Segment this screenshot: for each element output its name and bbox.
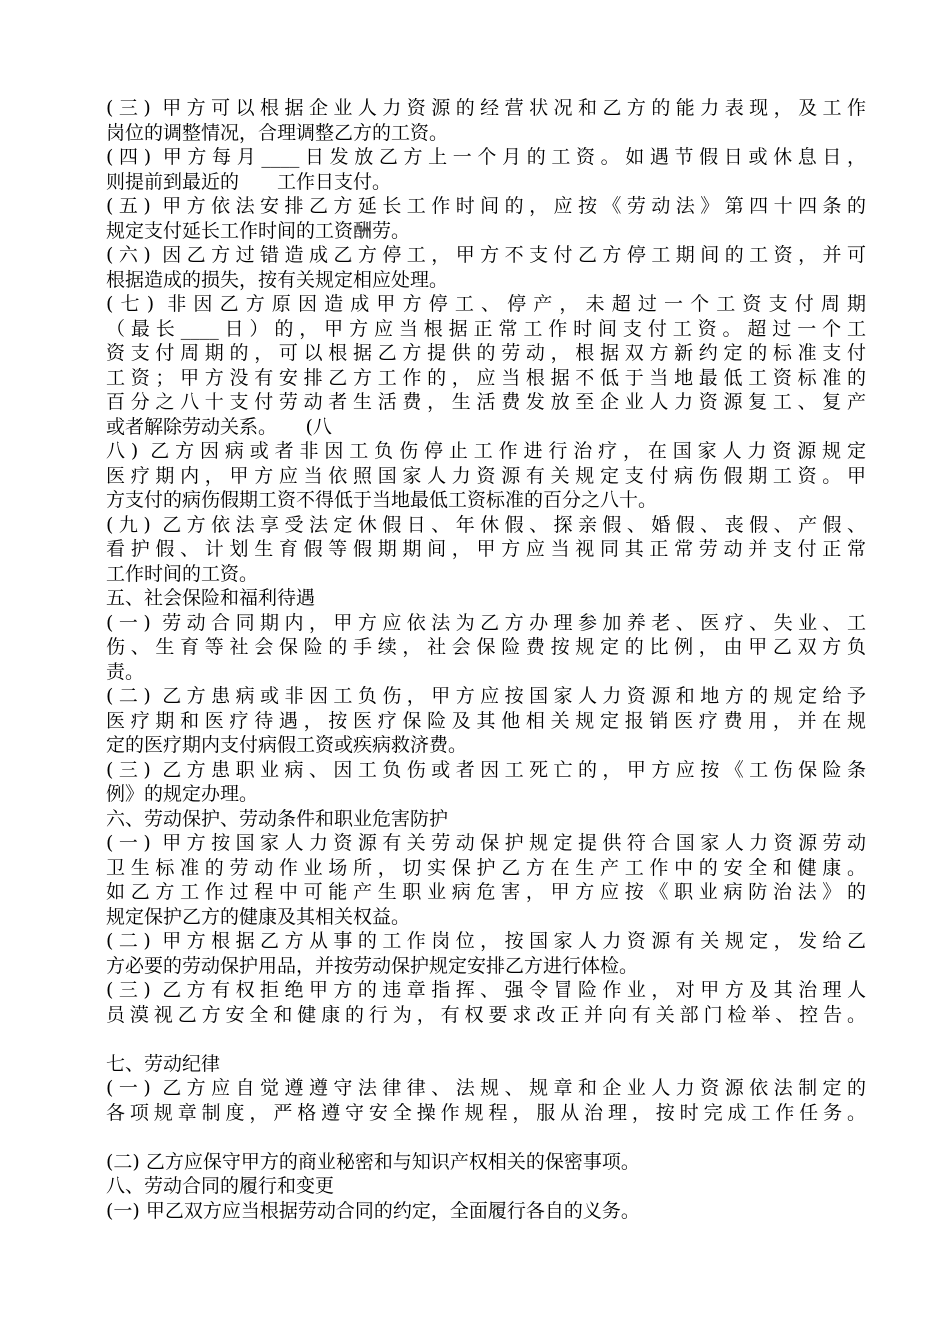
text-line: (三) 乙方有权拒绝甲方的违章指挥、强令冒险作业，对甲方及其治理人 <box>106 979 866 1001</box>
text-line: 资支付周期的，可以根据乙方提供的劳动，根据双方新约定的标准支付 <box>106 342 866 364</box>
document-body <box>106 96 866 1223</box>
text-line: (五) 甲方依法安排乙方延长工作时间的，应按《劳动法》第四十四条的 <box>106 195 866 217</box>
text-line: （最长____日）的，甲方应当根据正常工作时间支付工资。超过一个工 <box>106 317 866 340</box>
text-line: 六、劳动保护、劳动条件和职业危害防护 <box>106 807 449 830</box>
text-line: 七、劳动纪律 <box>106 1052 221 1075</box>
text-line: 根据造成的损失，按有关规定相应处理。 <box>106 268 449 291</box>
text-line: 方必要的劳动保护用品，并按劳动保护规定安排乙方进行体检。 <box>106 954 639 977</box>
text-line: 百分之八十支付劳动者生活费，生活费发放至企业人力资源复工、复产 <box>106 391 866 413</box>
text-line: 卫生标准的劳动作业场所，切实保护乙方在生产工作中的安全和健康。 <box>106 856 866 879</box>
text-line: 责。 <box>106 660 145 683</box>
text-line: (一) 劳动合同期内，甲方应依法为乙方办理参加养老、医疗、失业、工 <box>106 611 866 634</box>
text-line: 规定保护乙方的健康及其相关权益。 <box>106 905 411 928</box>
text-line: 工作时间的工资。 <box>106 562 259 585</box>
text-line: (一) 甲乙双方应当根据劳动合同的约定，全面履行各自的义务。 <box>106 1199 640 1222</box>
text-line: (七) 非因乙方原因造成甲方停工、停产，未超过一个工资支付周期 <box>106 293 866 315</box>
text-line: 岗位的调整情况，合理调整乙方的工资。 <box>106 121 449 144</box>
text-line: (二) 甲方根据乙方从事的工作岗位，按国家人力资源有关规定，发给乙 <box>106 930 866 952</box>
text-line: 方支付的病伤假期工资不得低于当地最低工资标准的百分之八十。 <box>106 489 658 511</box>
text-line: 各项规章制度，严格遵守安全操作规程，服从治理，按时完成工作任务。 <box>106 1101 866 1124</box>
text-line: (四) 甲方每月____日发放乙方上一个月的工资。如遇节假日或休息日， <box>106 146 866 168</box>
text-line: 员漠视乙方安全和健康的行为，有权要求改正并向有关部门检举、控告。 <box>106 1003 866 1026</box>
text-line: (六) 因乙方过错造成乙方停工，甲方不支付乙方停工期间的工资，并可 <box>106 244 866 266</box>
text-line: 八) 乙方因病或者非因工负伤停止工作进行治疗，在国家人力资源规定 <box>106 440 866 462</box>
text-line: (二) 乙方应保守甲方的商业秘密和与知识产权相关的保密事项。 <box>106 1150 640 1173</box>
text-line: (二) 乙方患病或非因工负伤，甲方应按国家人力资源和地方的规定给予 <box>106 685 866 707</box>
text-line: (一) 乙方应自觉遵遵守法律律、法规、规章和企业人力资源依法制定的 <box>106 1077 866 1099</box>
text-line: 例》的规定办理。 <box>106 783 259 805</box>
text-line: 八、劳动合同的履行和变更 <box>106 1175 335 1197</box>
text-line: (三) 甲方可以根据企业人力资源的经营状况和乙方的能力表现，及工作 <box>106 97 866 119</box>
text-line: 医疗期和医疗待遇，按医疗保险及其他相关规定报销医疗费用，并在规 <box>106 709 866 732</box>
text-line: 医疗期内，甲方应当依照国家人力资源有关规定支付病伤假期工资。甲 <box>106 464 866 487</box>
text-line: 则提前到最近的 工作日支付。 <box>106 170 392 193</box>
text-line: 伤、生育等社会保险的手续，社会保险费按规定的比例，由甲乙双方负 <box>106 636 866 658</box>
text-line: 工资；甲方没有安排乙方工作的，应当根据不低于当地最低工资标准的 <box>106 366 866 389</box>
blank-line <box>106 1027 866 1052</box>
text-line: (三) 乙方患职业病、因工负伤或者因工死亡的，甲方应按《工伤保险条 <box>106 758 866 781</box>
text-line: 或者解除劳动关系。 (八 <box>106 415 332 438</box>
text-line: 定的医疗期内支付病假工资或疾病救济费。 <box>106 734 468 756</box>
text-line: 如乙方工作过程中可能产生职业病危害，甲方应按《职业病防治法》的 <box>106 881 866 903</box>
text-line: (九) 乙方依法享受法定休假日、年休假、探亲假、婚假、丧假、产假、 <box>106 513 866 536</box>
text-line: 规定支付延长工作时间的工资酬劳。 <box>106 219 411 242</box>
text-line: 看护假、计划生育假等假期期间，甲方应当视同其正常劳动并支付正常 <box>106 538 866 560</box>
text-line: 五、社会保险和福利待遇 <box>106 587 316 609</box>
blank-line <box>106 1125 866 1150</box>
text-line: (一) 甲方按国家人力资源有关劳动保护规定提供符合国家人力资源劳动 <box>106 832 866 854</box>
